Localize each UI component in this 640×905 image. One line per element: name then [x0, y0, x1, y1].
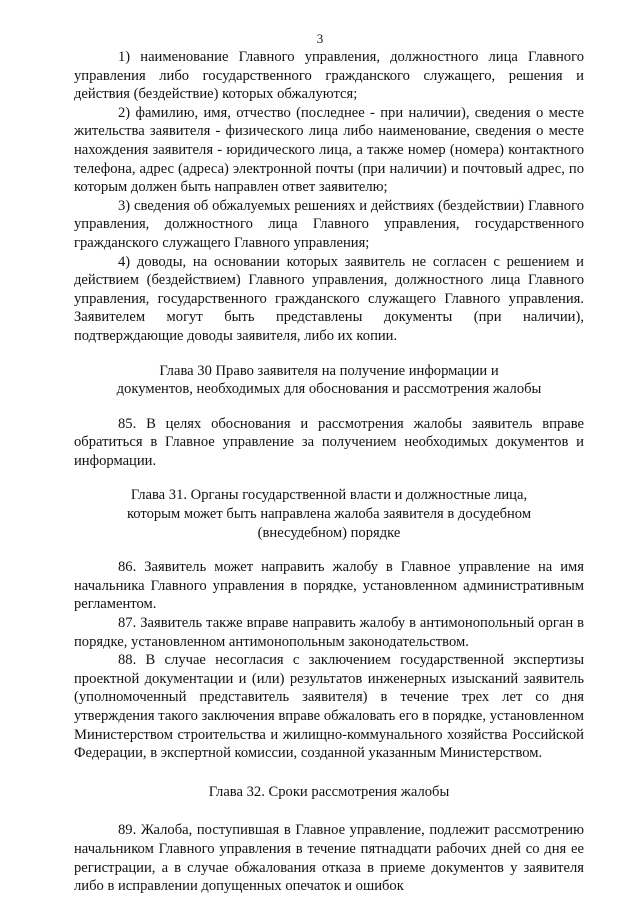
item-4-paragraph: 4) доводы, на основании которых заявитель не согласен с решением и действием (бездействием) Главного управления, должностного лица Главного управления, государственного гражданского служащего Главного управления. Заявителем могут быть представлены документы (при наличии), подтверждающие доводы заявителя, либо их копии.: [74, 253, 584, 344]
chapter-30-heading-line: документов, необходимых для обоснования и рассмотрения жалобы: [116, 381, 542, 398]
paragraph-85: 85. В целях обоснования и рассмотрения жалобы заявитель вправе обратиться в Главное управление за получением необходимых документов и информации.: [74, 415, 584, 469]
item-3-paragraph: 3) сведения об обжалуемых решениях и действиях (бездействии) Главного управления, должностного лица Главного управления, государственного гражданского служащего Главного управления;: [74, 197, 584, 251]
item-2-paragraph: 2) фамилию, имя, отчество (последнее - при наличии), сведения о месте жительства заявителя - физического лица либо наименование, сведения о месте нахождения заявителя - юридического лица, а также номер (номера) контактного телефона, адрес (адреса) электронной почты (при наличии) и почтовый адрес, по которым должен быть направлен ответ заявителю;: [74, 104, 584, 196]
paragraph-86: 86. Заявитель может направить жалобу в Главное управление на имя начальника Главного управления в порядке, установленном административным регламентом.: [74, 559, 584, 613]
paragraph-89: 89. Жалоба, поступившая в Главное управление, подлежит рассмотрению начальником Главного управления в течение пятнадцати рабочих дней со дня ее регистрации, а в случае обжалования отказа в приеме документов у заявителя либо в исправлении допущенных опечаток и ошибок: [74, 822, 584, 895]
page-text: [74, 48, 584, 896]
chapter-32-heading: [74, 783, 584, 802]
chapter-31-heading-line: которым может быть направлена жалоба заявителя в досудебном: [126, 506, 532, 523]
paragraph-87: 87. Заявитель также вправе направить жалобу в антимонопольный орган в порядке, установленном антимонопольным законодательством.: [74, 615, 584, 650]
chapter-30-heading: [74, 362, 584, 399]
paragraph-88: 88. В случае несогласия с заключением государственной экспертизы проектной документации и (или) результатов инженерных изысканий заявитель (уполномоченный представитель заявителя) в течение трех лет со дня утверждения такого заключения вправе обжаловать его в порядке, установленном Министерством строительства и жилищно-коммунального хозяйства Российской Федерации, в экспертной комиссии, созданной указанным Министерством.: [74, 652, 584, 762]
item-1-paragraph: 1) наименование Главного управления, должностного лица Главного управления либо государственного гражданского служащего, решения и действия (бездействие) которых обжалуются;: [74, 49, 584, 103]
chapter-31-heading-line: Глава 31. Органы государственной власти и должностные лица,: [130, 487, 528, 504]
page-number: 3: [316, 31, 324, 46]
chapter-30-heading-line: Глава 30 Право заявителя на получение информации и: [159, 362, 499, 379]
chapter-32-heading-line: Глава 32. Сроки рассмотрения жалобы: [208, 783, 450, 800]
chapter-31-heading: [74, 486, 584, 542]
chapter-31-heading-line: (внесудебном) порядке: [257, 524, 401, 541]
